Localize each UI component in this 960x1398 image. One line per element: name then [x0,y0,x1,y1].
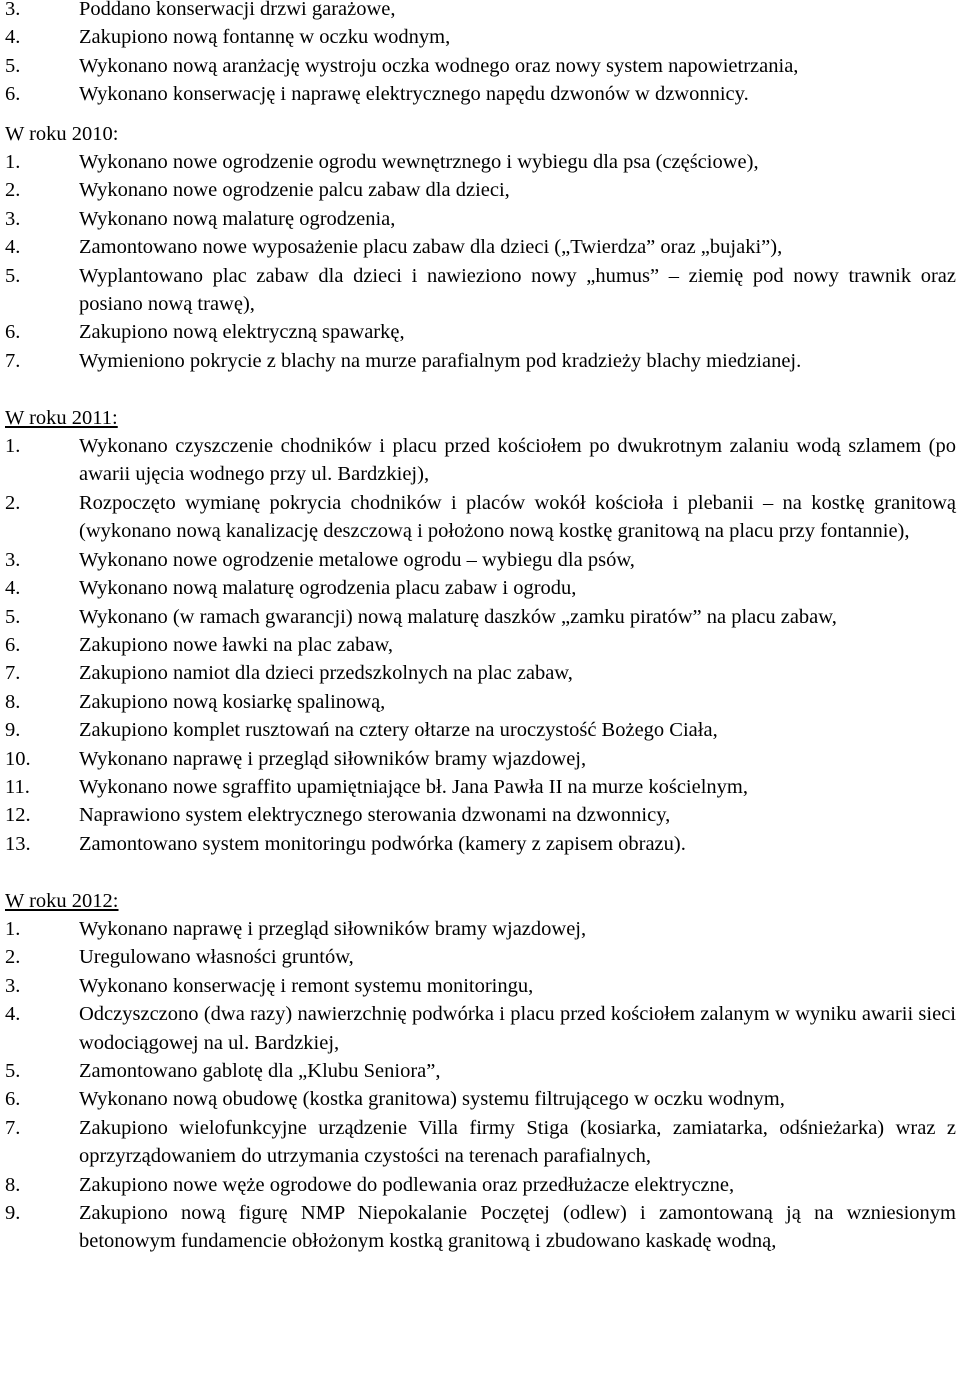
list-item [0,1171,960,1199]
list-item-number: 2. [5,179,21,202]
list-item-text: Naprawiono system elektrycznego sterowania dzwonami na dzwonnicy, [79,804,671,827]
list-item [0,716,960,744]
list-item [0,745,960,773]
list-item-number: 5. [5,264,21,287]
list-item [0,205,960,233]
list-item-text: Zamontowano system monitoringu podwórka (kamery z zapisem obrazu). [79,832,686,855]
section-heading-text: W roku 2011: [5,406,118,429]
list-item-number: 8. [5,690,21,713]
list-item-text: Zakupiono nową kosiarkę spalinową, [79,690,386,713]
list-item [0,659,960,687]
list-item-text: Wykonano naprawę i przegląd siłowników bramy wjazdowej, [79,917,587,940]
list-item [0,23,960,51]
section-heading-text: W roku 2010: [5,122,119,145]
list-item-text: Zakupiono nową fontannę w oczku wodnym, [79,26,451,49]
list-item-number: 5. [5,605,21,628]
list-item-text: Zakupiono nową figurę NMP Niepokalanie Poczętej (odlew) i zamontowaną ją na wzniesionym betonowym fundamencie obłożonym kostką granitową i zbudowano kaskadę wodną, [79,1202,956,1253]
list-item [0,972,960,1000]
list-item-number: 5. [5,1060,21,1082]
list-item [0,943,960,971]
list-item [0,80,960,108]
list-item [0,176,960,204]
list-item [0,347,960,375]
section-heading-2010 [0,120,960,148]
list-item-text: Zakupiono komplet rusztowań na cztery ołtarze na uroczystość Bożego Ciała, [79,719,718,742]
list-item-number: 11. [5,775,30,798]
list-item-number: 6. [5,83,21,106]
list-item-number: 6. [5,1088,21,1111]
list-item-text: Zakupiono nowe ławki na plac zabaw, [79,633,394,656]
list-item-number: 7. [5,349,21,372]
list-item-number: 1. [5,435,21,458]
list-item-text: Wykonano czyszczenie chodników i placu przed kościołem po dwukrotnym zalaniu wodą szlamem (po awarii ujęcia wodnego przy ul. Bardzkiej), [79,435,956,486]
list-item-number: 6. [5,321,21,344]
list-item-text: Wykonano nową malaturę ogrodzenia placu zabaw i ogrodu, [79,577,577,600]
list-item [0,1057,960,1085]
list-item-number: 4. [5,577,21,600]
list-item [0,546,960,574]
list-item-text: Wykonano nowe ogrodzenie ogrodu wewnętrznego i wybiegu dla psa (częściowe), [79,151,759,174]
list-item-number: 3. [5,0,21,20]
section-2012 [0,887,960,1256]
list-item [0,318,960,346]
list-item [0,773,960,801]
list-item-text: Zakupiono nowe węże ogrodowe do podlewania oraz przedłużacze elektryczne, [79,1173,735,1196]
list-item-number: 4. [5,236,21,259]
list-item [0,603,960,631]
list-item-number: 2. [5,491,21,514]
list-item-number: 3. [5,207,21,230]
section-2012-list [0,915,960,1256]
list-item-number: 3. [5,548,21,571]
list-item-text: Wykonano naprawę i przegląd siłowników bramy wjazdowej, [79,747,587,770]
section-heading-text: W roku 2012: [5,889,119,912]
list-item-number: 6. [5,633,21,656]
list-item-text: Zakupiono namiot dla dzieci przedszkolnych na plac zabaw, [79,662,573,685]
list-item-number: 1. [5,917,21,940]
list-item [0,1085,960,1113]
list-item-text: Zakupiono wielofunkcyjne urządzenie Villa firmy Stiga (kosiarka, zamiatarka, odśnieżarka) wraz z oprzyrządowaniem do utrzymania czystości na terenach parafialnych, [79,1116,956,1168]
list-item-text: Zamontowano nowe wyposażenie placu zabaw dla dzieci („Twierdza” oraz „bujaki”), [79,236,783,259]
list-item-text: Wykonano (w ramach gwarancji) nową malaturę daszków „zamku piratów” na placu zabaw, [79,605,837,628]
list-item-text: Wykonano nowe ogrodzenie palcu zabaw dla dzieci, [79,179,510,202]
list-item [0,52,960,80]
section-2011-list [0,432,960,858]
list-item-text: Wyplantowano plac zabaw dla dzieci i nawieziono nowy „humus” – ziemię pod nowy trawnik oraz posiano nową trawę), [79,264,956,316]
list-item [0,1199,960,1256]
section-2010 [0,120,960,376]
list-item [0,148,960,176]
list-item-text: Wykonano nową obudowę (kostka granitowa) systemu filtrującego w oczku wodnym, [79,1088,785,1111]
list-item-number: 7. [5,1116,21,1139]
list-item-text: Wykonano nową aranżację wystroju oczka wodnego oraz nowy system napowietrzania, [79,54,799,77]
list-item-text: Uregulowano własności gruntów, [79,946,354,969]
section-2011 [0,404,960,859]
list-item-number: 4. [5,1003,21,1026]
list-item [0,631,960,659]
list-item-number: 12. [5,804,31,827]
list-item-text: Zakupiono nową elektryczną spawarkę, [79,321,405,344]
list-item-text: Wymieniono pokrycie z blachy na murze parafialnym pod kradzieży blachy miedzianej. [79,349,802,372]
list-item-text: Wykonano nowe ogrodzenie metalowe ogrodu – wybiegu dla psów, [79,548,635,571]
list-item-number: 4. [5,26,21,49]
list-item [0,233,960,261]
list-item-number: 7. [5,662,21,685]
list-item-number: 3. [5,974,21,997]
list-item [0,574,960,602]
list-item-number: 9. [5,719,21,742]
section-heading-2012 [0,887,960,915]
list-item-number: 8. [5,1173,21,1196]
list-item [0,1000,960,1057]
list-item-text: Odczyszczono (dwa razy) nawierzchnię podwórka i placu przed kościołem zalanym w wyniku awarii sieci wodociągowej na ul. Bardzkiej, [79,1003,956,1054]
list-item [0,432,960,489]
list-item [0,915,960,943]
section-heading-2011 [0,404,960,432]
list-item [0,0,960,23]
list-item [0,262,960,319]
list-item [0,801,960,829]
list-item-number: 1. [5,151,21,174]
list-item-text: Zamontowano gablotę dla „Klubu Seniora”, [79,1060,441,1082]
list-item [0,830,960,858]
list-item-number: 5. [5,54,21,77]
list-item-text: Wykonano konserwację i naprawę elektrycznego napędu dzwonów w dzwonnicy. [79,83,749,106]
list-item-number: 2. [5,946,21,969]
list-item [0,688,960,716]
list-item-text: Poddano konserwacji drzwi garażowe, [79,0,396,20]
list-item-text: Rozpoczęto wymianę pokrycia chodników i placów wokół kościoła i plebanii – na kostkę granitową (wykonano nową kanalizację deszczową i położono nową kostkę granitową na placu przy fontannie), [79,491,956,543]
list-item-text: Wykonano nowe sgraffito upamiętniające bł. Jana Pawła II na murze kościelnym, [79,775,748,798]
list-item-number: 10. [5,747,31,770]
list-item [0,1114,960,1171]
intro-list [0,0,960,109]
section-2010-list [0,148,960,375]
list-item-number: 13. [5,832,31,855]
list-item-number: 9. [5,1202,21,1225]
list-item-text: Wykonano nową malaturę ogrodzenia, [79,207,396,230]
list-item-text: Wykonano konserwację i remont systemu monitoringu, [79,974,534,997]
list-item [0,489,960,546]
